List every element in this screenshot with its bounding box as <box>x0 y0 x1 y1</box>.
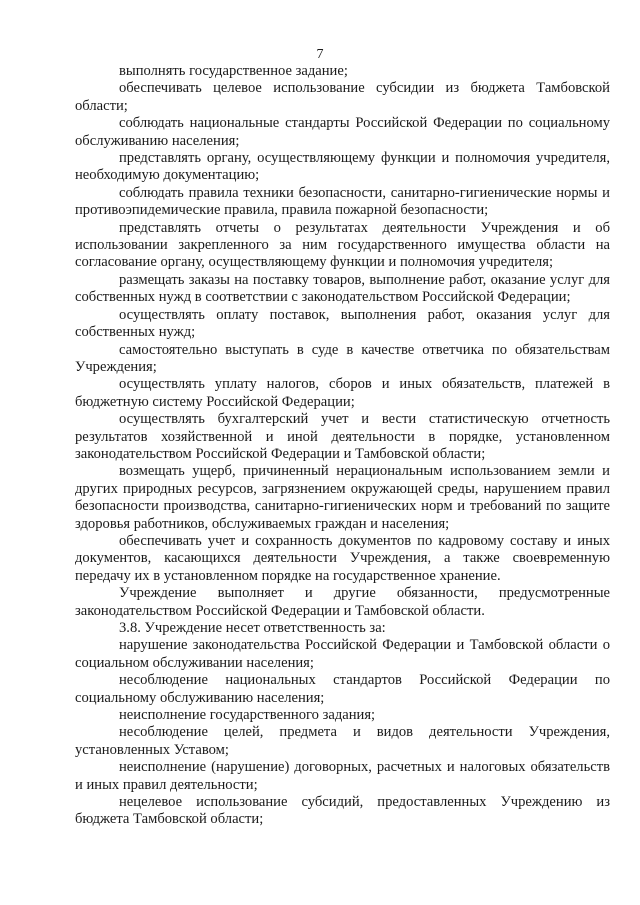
paragraph: неисполнение (нарушение) договорных, расчетных и налоговых обязательств и иных правил деятельности; <box>75 759 610 793</box>
page-number: 7 <box>316 47 324 62</box>
paragraph: соблюдать национальные стандарты Российской Федерации по социальному обслуживанию населения; <box>75 115 610 149</box>
paragraph: обеспечивать целевое использование субсидии из бюджета Тамбовской области; <box>75 80 610 114</box>
paragraph: выполнять государственное задание; <box>119 63 348 79</box>
paragraph: самостоятельно выступать в суде в качестве ответчика по обязательствам Учреждения; <box>75 341 610 375</box>
paragraph: нарушение законодательства Российской Федерации и Тамбовской области о социальном обслуживании населения; <box>75 637 610 671</box>
document-body <box>75 63 610 829</box>
paragraph: возмещать ущерб, причиненный нерациональным использованием земли и других природных ресурсов, загрязнением окружающей среды, нарушением правил безопасности производства, санитарно-гигиенических норм и требований по защите здоровья работников, обслуживаемых граждан и населения; <box>75 463 610 532</box>
paragraph: осуществлять оплату поставок, выполнения работ, оказания услуг для собственных нужд; <box>75 306 610 341</box>
paragraph: несоблюдение целей, предмета и видов деятельности Учреждения, установленных Уставом; <box>75 724 610 758</box>
section-heading: 3.8. Учреждение несет ответственность за: <box>119 620 386 636</box>
paragraph: размещать заказы на поставку товаров, выполнение работ, оказание услуг для собственных нужд в соответствии с законодательством Российской Федерации; <box>75 271 610 306</box>
paragraph: осуществлять бухгалтерский учет и вести статистическую отчетность результатов хозяйственной и иной деятельности в порядке, установленном законодательством Российской Федерации и Тамбовской области; <box>75 411 610 462</box>
paragraph: осуществлять уплату налогов, сборов и иных обязательств, платежей в бюджетную систему Российской Федерации; <box>75 376 610 410</box>
paragraph: неисполнение государственного задания; <box>119 707 376 724</box>
paragraph: представлять отчеты о результатах деятельности Учреждения и об использовании закрепленного за ним государственного имущества области на согласование органу, осуществляющему функции и полномочия учредителя; <box>75 219 610 271</box>
paragraph: нецелевое использование субсидий, предоставленных Учреждению из бюджета Тамбовской области; <box>75 794 610 828</box>
paragraph: несоблюдение национальных стандартов Российской Федерации по социальному обслуживанию населения; <box>75 672 610 706</box>
paragraph: Учреждение выполняет и другие обязанности, предусмотренные законодательством Российской Федерации и Тамбовской области. <box>75 585 610 619</box>
paragraph: представлять органу, осуществляющему функции и полномочия учредителя, необходимую документацию; <box>75 150 610 184</box>
paragraph: обеспечивать учет и сохранность документов по кадровому составу и иных документов, касающихся деятельности Учреждения, а также своевременную передачу их в установленном порядке на государственное хранение. <box>75 532 610 584</box>
paragraph: соблюдать правила техники безопасности, санитарно-гигиенические нормы и противоэпидемические правила, правила пожарной безопасности; <box>75 184 610 219</box>
